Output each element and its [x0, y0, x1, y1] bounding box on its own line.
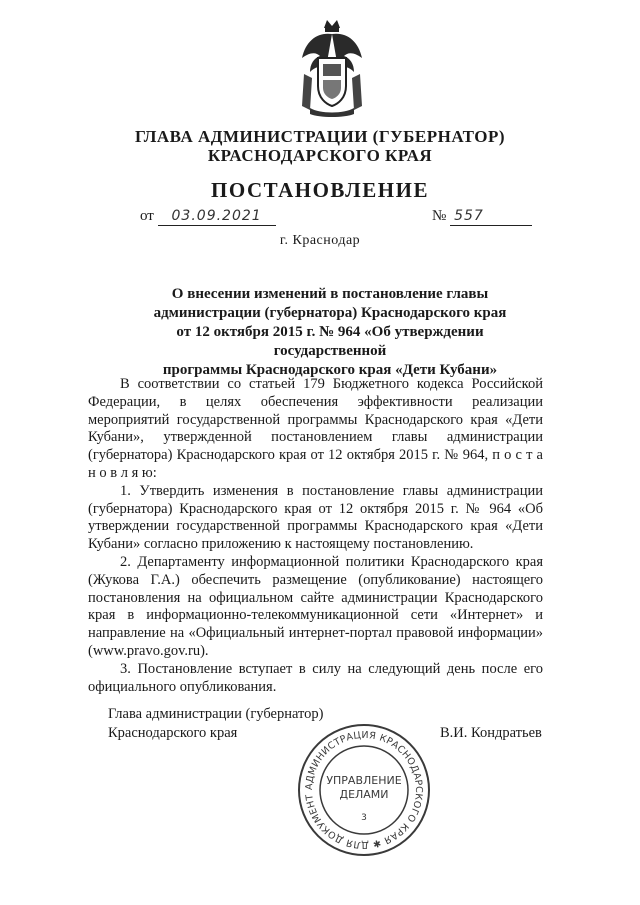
- subject-line: от 12 октября 2015 г. № 964 «Об утверждении государственной: [176, 324, 484, 359]
- document-subject: [130, 285, 530, 380]
- signatory-name: В.И. Кондратьев: [440, 725, 542, 741]
- number-value: 557: [454, 208, 484, 224]
- subject-line: программы Краснодарского края «Дети Кубани»: [162, 362, 498, 378]
- body-paragraph: 1. Утвердить изменения в постановление главы администрации (губернатора) Краснодарского края от 12 октября 2015 г. № 964 «Об утверждении государственной программы Краснодарского края «Дети Кубани» согласно приложению к настоящему постановлению.: [88, 482, 543, 553]
- subject-line: администрации (губернатора) Краснодарского края: [153, 305, 507, 321]
- body-paragraph: 2. Департаменту информационной политики Краснодарского края (Жукова Г.А.) обеспечить размещение (опубликование) настоящего постановления на официальном сайте администрации Краснодарского края в информационно-телекоммуникационной сети «Интернет» и направление на «Официальный интернет-портал правовой информации» (www.pravo.gov.ru).: [88, 553, 543, 659]
- signatory-position: [108, 705, 324, 743]
- stamp-number: 3: [361, 813, 367, 823]
- authority-title-line1: ГЛАВА АДМИНИСТРАЦИИ (ГУБЕРНАТОР): [134, 127, 505, 146]
- signatory-position-line1: Глава администрации (губернатор): [108, 706, 324, 722]
- number-prefix: №: [432, 208, 447, 224]
- stamp-ring-text: АДМИНИСТРАЦИЯ КРАСНОДАРСКОГО КРАЯ ✱ ДЛЯ ДОКУМЕНТ: [303, 729, 425, 851]
- stamp-center-line2: ДЕЛАМИ: [339, 788, 389, 801]
- city-label: г. Краснодар: [279, 233, 361, 248]
- number-value-underline: [450, 208, 532, 226]
- document-type-title: ПОСТАНОВЛЕНИЕ: [211, 178, 429, 202]
- body-paragraph: 3. Постановление вступает в силу на следующий день после его официального опубликования.: [88, 660, 543, 695]
- authority-title-line2: КРАСНОДАРСКОГО КРАЯ: [207, 146, 433, 165]
- official-stamp: [296, 722, 432, 858]
- number-field: [432, 208, 532, 226]
- date-field: [140, 208, 276, 226]
- document-body: [88, 376, 543, 696]
- coat-of-arms-icon: [296, 18, 368, 118]
- body-paragraph: В соответствии со статьей 179 Бюджетного кодекса Российской Федерации, в целях обеспечения эффективности реализации мероприятий государственной программы Краснодарского края «Дети Кубани», утвержденной постановлением главы администрации (губернатора) Краснодарского края от 12 октября 2015 г. № 964, п о с т а н о в л я ю:: [88, 376, 543, 481]
- date-value-underline: [158, 208, 276, 226]
- signatory-position-line2: Краснодарского края: [108, 725, 238, 741]
- date-value: 03.09.2021: [171, 208, 262, 224]
- stamp-center-line1: УПРАВЛЕНИЕ: [326, 774, 402, 787]
- date-prefix: от: [140, 208, 154, 224]
- subject-line: О внесении изменений в постановление главы: [171, 286, 489, 302]
